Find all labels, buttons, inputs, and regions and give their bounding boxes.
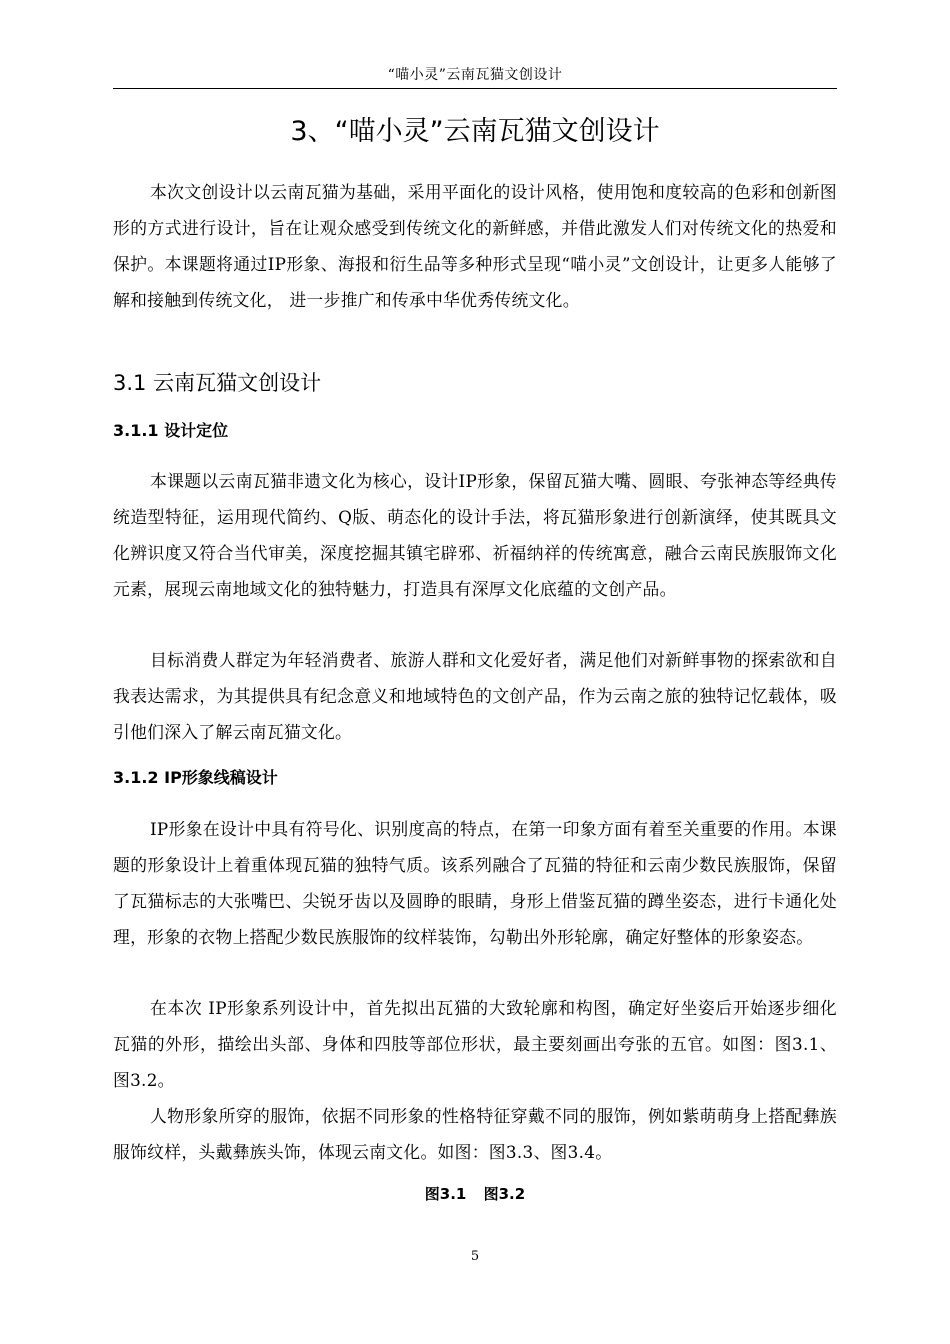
lineart-paragraph-3: 人物形象所穿的服饰，依据不同形象的性格特征穿戴不同的服饰，例如紫萌萌身上搭配彝族服饰纹样，头戴彝族头饰，体现云南文化。如图：图3.3、图3.4。: [113, 1106, 837, 1162]
caption-fig-3-1: 图3.1: [424, 1185, 467, 1203]
chapter-title: 3、“喵小灵”云南瓦猫文创设计: [290, 116, 660, 147]
positioning-paragraph-2: 目标消费人群定为年轻消费者、旅游人群和文化爱好者，满足他们对新鲜事物的探索欲和自我表达需求，为其提供具有纪念意义和地域特色的文创产品，作为云南之旅的独特记忆载体，吸引他们深入了解云南瓦猫文化。: [113, 650, 837, 742]
running-header: “喵小灵”云南瓦猫文创设计: [387, 67, 563, 83]
positioning-paragraph-1: 本课题以云南瓦猫非遗文化为核心，设计IP形象，保留瓦猫大嘴、圆眼、夸张神态等经典传统造型特征，运用现代简约、Q版、萌态化的设计手法，将瓦猫形象进行创新演绎，使其既具文化辨识度又符合当代审美，深度挖掘其镇宅辟邪、祈福纳祥的传统寓意，融合云南民族服饰文化元素，展现云南地域文化的独特魅力，打造具有深厚文化底蕴的文创产品。: [113, 471, 837, 599]
lineart-paragraph-1: IP形象在设计中具有符号化、识别度高的特点，在第一印象方面有着至关重要的作用。本课题的形象设计上着重体现瓦猫的独特气质。该系列融合了瓦猫的特征和云南少数民族服饰，保留了瓦猫标志的大张嘴巴、尖锐牙齿以及圆睁的眼睛，身形上借鉴瓦猫的蹲坐姿态，进行卡通化处理，形象的衣物上搭配少数民族服饰的纹样装饰，勾勒出外形轮廓，确定好整体的形象姿态。: [113, 819, 837, 947]
figure-caption: [113, 1183, 837, 1205]
caption-fig-3-2: 图3.2: [483, 1185, 526, 1203]
section-heading-3-1: 3.1 云南瓦猫文创设计: [113, 371, 322, 395]
subsection-heading-3-1-2: 3.1.2 IP形象线稿设计: [113, 768, 278, 787]
header-rule: [113, 88, 837, 89]
page-number: 5: [470, 1249, 480, 1264]
subsection-heading-3-1-1: 3.1.1 设计定位: [113, 421, 229, 440]
lineart-paragraph-2: 在本次 IP形象系列设计中，首先拟出瓦猫的大致轮廓和构图，确定好坐姿后开始逐步细化瓦猫的外形，描绘出头部、身体和四肢等部位形状，最主要刻画出夸张的五官。如图：图3.1、图3.2。: [113, 998, 837, 1090]
intro-paragraph: 本次文创设计以云南瓦猫为基础，采用平面化的设计风格，使用饱和度较高的色彩和创新图形的方式进行设计，旨在让观众感受到传统文化的新鲜感，并借此激发人们对传统文化的热爱和保护。本课题将通过IP形象、海报和衍生品等多种形式呈现“喵小灵”文创设计，让更多人能够了解和接触到传统文化， 进一步推广和传承中华优秀传统文化。: [113, 182, 837, 310]
